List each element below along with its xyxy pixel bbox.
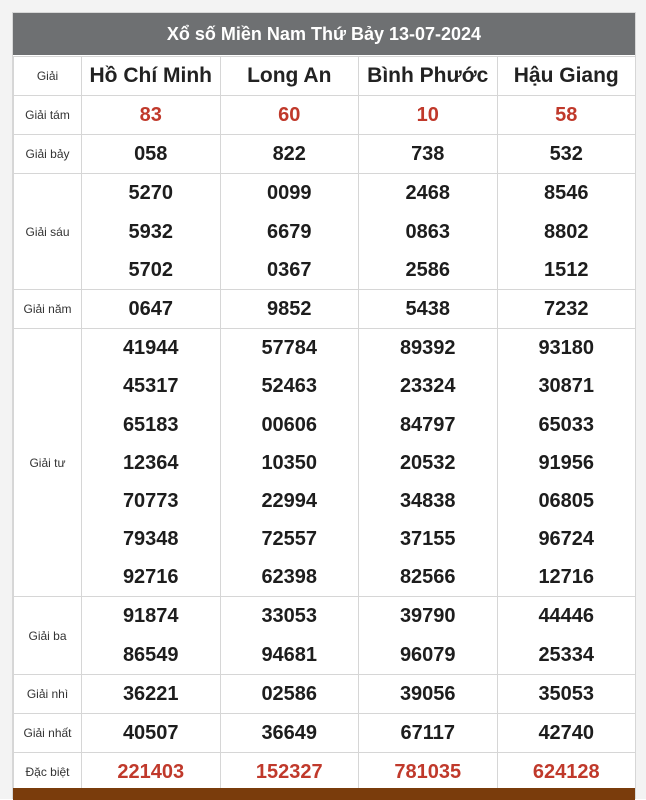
- prize-number: 0367: [267, 258, 312, 281]
- prize-cell: [359, 289, 498, 328]
- prize-number: 65183: [122, 413, 179, 436]
- prize-number: 00606: [261, 413, 318, 436]
- prize-number: 72557: [261, 528, 318, 551]
- prize-table-body: [14, 96, 636, 792]
- prize-cell: [82, 135, 221, 174]
- prize-number: 10350: [261, 451, 318, 474]
- prize-number: 36649: [261, 722, 318, 744]
- prize-number: 0099: [267, 182, 312, 205]
- prize-number: 37155: [399, 528, 456, 551]
- prize-number: 2586: [405, 258, 450, 281]
- prize-cell: [359, 674, 498, 713]
- prize-label: Giải tám: [14, 96, 82, 135]
- results-table: [13, 56, 636, 792]
- prize-number: 65033: [538, 413, 595, 436]
- prize-row: [14, 753, 636, 792]
- prize-cell: [82, 674, 221, 713]
- prize-number: 8546: [544, 182, 589, 205]
- prize-label: Giải bảy: [14, 135, 82, 174]
- prize-number: 02586: [261, 682, 318, 705]
- prize-label: Giải ba: [14, 597, 82, 674]
- prize-number: 58: [555, 104, 578, 126]
- prize-number: 57784: [261, 337, 318, 360]
- prize-cell: [497, 289, 636, 328]
- province-name[interactable]: Long An: [220, 57, 359, 96]
- prize-number: 67117: [400, 722, 455, 744]
- prize-cell: [82, 597, 221, 674]
- prize-number: 12364: [122, 451, 179, 474]
- prize-number: 91956: [538, 451, 595, 474]
- prize-number: 34838: [399, 489, 456, 512]
- prize-cell: [82, 714, 221, 753]
- prize-number: 96724: [538, 528, 595, 551]
- province-name[interactable]: Hồ Chí Minh: [82, 57, 221, 96]
- prize-number: 20532: [399, 451, 456, 474]
- prize-number: 25334: [538, 643, 595, 666]
- prize-cell: [220, 753, 359, 792]
- results-title: Xổ số Miền Nam Thứ Bảy 13-07-2024: [13, 13, 635, 55]
- prize-number: 84797: [399, 413, 456, 436]
- prize-number: 8802: [544, 220, 589, 243]
- prize-cell: [497, 674, 636, 713]
- prize-number: 35053: [538, 682, 595, 705]
- prize-row: [14, 96, 636, 135]
- prize-cell: [82, 96, 221, 135]
- prize-cell: [220, 674, 359, 713]
- prize-number: 45317: [122, 375, 179, 398]
- prize-number: 23324: [399, 375, 456, 398]
- prize-cell: [220, 96, 359, 135]
- prize-cell: [82, 289, 221, 328]
- prize-number: 62398: [261, 566, 318, 589]
- prize-label: Giải năm: [14, 289, 82, 328]
- prize-number: 42740: [538, 722, 595, 744]
- prize-row: [14, 135, 636, 174]
- prize-cell: [359, 96, 498, 135]
- prize-label: Giải nhì: [14, 674, 82, 713]
- prize-number: 52463: [261, 375, 318, 398]
- prize-number: 5702: [128, 258, 173, 281]
- prize-number: 5270: [128, 182, 173, 205]
- prize-number: 781035: [394, 761, 462, 784]
- prize-number: 94681: [261, 643, 318, 666]
- prize-cell: [497, 174, 636, 290]
- prize-cell: [82, 753, 221, 792]
- prize-number: 41944: [122, 337, 179, 360]
- prize-cell: [359, 753, 498, 792]
- prize-number: 221403: [117, 761, 185, 784]
- prize-number: 624128: [532, 761, 600, 784]
- prize-number: 92716: [122, 566, 179, 589]
- prize-number: 40507: [122, 722, 179, 744]
- prize-number: 1512: [544, 258, 589, 281]
- prize-cell: [220, 329, 359, 597]
- prize-number: 0863: [405, 220, 450, 243]
- prize-cell: [359, 597, 498, 674]
- prize-number: 60: [278, 104, 301, 126]
- prize-number: 96079: [399, 643, 456, 666]
- prize-cell: [497, 329, 636, 597]
- prize-cell: [359, 174, 498, 290]
- prize-number: 86549: [122, 643, 179, 666]
- prize-label: Giải sáu: [14, 174, 82, 290]
- bottom-bar: [13, 788, 635, 800]
- prize-row: [14, 674, 636, 713]
- prize-number: 39056: [399, 682, 456, 705]
- province-name[interactable]: Hậu Giang: [497, 57, 636, 96]
- prize-number: 152327: [255, 761, 323, 784]
- prize-label: Giải nhất: [14, 714, 82, 753]
- prize-number: 10: [416, 104, 439, 126]
- prize-cell: [359, 329, 498, 597]
- prize-cell: [359, 135, 498, 174]
- prize-number: 9852: [267, 297, 312, 320]
- prize-number: 7232: [544, 297, 589, 320]
- prize-number: 6679: [267, 220, 312, 243]
- prize-cell: [220, 597, 359, 674]
- prize-cell: [82, 329, 221, 597]
- prize-row: [14, 174, 636, 290]
- prize-cell: [82, 174, 221, 290]
- prize-number: 5438: [405, 297, 450, 320]
- province-header-row: [14, 57, 636, 96]
- prize-cell: [497, 597, 636, 674]
- prize-cell: [220, 135, 359, 174]
- prize-number: 738: [411, 143, 445, 166]
- prize-number: 91874: [122, 605, 179, 628]
- prize-number: 93180: [538, 337, 595, 360]
- prize-cell: [220, 289, 359, 328]
- results-card: [12, 12, 636, 799]
- prize-number: 79348: [122, 528, 179, 551]
- prize-number: 12716: [538, 566, 595, 589]
- prize-number: 44446: [538, 605, 595, 628]
- province-name[interactable]: Bình Phước: [359, 57, 498, 96]
- prize-number: 22994: [261, 489, 318, 512]
- prize-number: 2468: [405, 182, 450, 205]
- prize-cell: [497, 135, 636, 174]
- prize-row: [14, 597, 636, 674]
- prize-number: 532: [549, 143, 583, 166]
- prize-cell: [497, 96, 636, 135]
- prize-number: 0647: [128, 297, 173, 320]
- prize-number: 89392: [399, 337, 456, 360]
- prize-number: 822: [272, 143, 306, 166]
- prize-number: 39790: [399, 605, 456, 628]
- prize-cell: [497, 714, 636, 753]
- prize-number: 5932: [128, 220, 173, 243]
- prize-row: [14, 329, 636, 597]
- prize-row: [14, 289, 636, 328]
- prize-number: 82566: [399, 566, 456, 589]
- prize-cell: [220, 174, 359, 290]
- prize-cell: [497, 753, 636, 792]
- prize-number: 06805: [538, 489, 595, 512]
- prize-number: 70773: [122, 489, 179, 512]
- prize-number: 36221: [122, 682, 179, 705]
- prize-number: 30871: [538, 375, 595, 398]
- prize-number: 33053: [261, 605, 318, 628]
- prize-row: [14, 714, 636, 753]
- prize-cell: [220, 714, 359, 753]
- prize-label: Đặc biệt: [14, 753, 82, 792]
- prize-label: Giải tư: [14, 329, 82, 597]
- prize-header-label: Giải: [14, 57, 82, 96]
- prize-number: 058: [134, 143, 168, 166]
- prize-number: 83: [139, 104, 162, 126]
- prize-cell: [359, 714, 498, 753]
